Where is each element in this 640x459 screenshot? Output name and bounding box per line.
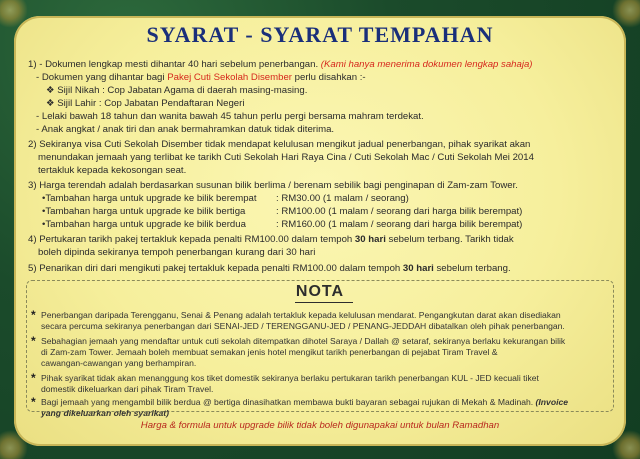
item-1-bullet: ❖ Sijil Lahir : Cop Jabatan Pendaftaran Negeri bbox=[46, 98, 245, 109]
item-4: 4) Pertukaran tarikh pakej tertakluk kepada penalti RM100.00 dalam tempoh 30 hari sebelum terbang. Tarikh tidak bbox=[28, 234, 514, 245]
asterisk-icon: * bbox=[31, 371, 36, 385]
package-name: Pakej Cuti Sekolah Disember bbox=[167, 72, 292, 83]
item-1-bullet: ❖ Sijil Nikah : Cop Jabatan Agama di daerah masing-masing. bbox=[46, 85, 308, 96]
item-number: 4) bbox=[28, 234, 37, 245]
nota-line: Bagi jemaah yang mengambil bilik berdua @ bertiga dinasihatkan membawa bukti bayaran sebagai rujukan di Mekah & Madinah. (Invoice bbox=[41, 397, 569, 407]
nota-line: secara percuma sekiranya penerbangan dari SENAI-JED / TERENGGANU-JED / PENANG-JEDDAH dibatalkan oleh pihak penerbangan. bbox=[41, 321, 565, 331]
nota-line: di Zam-zam Tower. Jemaah boleh membuat semakan jenis hotel mengikut tarikh penerbangan di pejabat Tiram Travel & bbox=[41, 347, 498, 357]
bullet-icon: • bbox=[42, 206, 46, 217]
asterisk-icon: * bbox=[31, 334, 36, 348]
terms-sheet bbox=[14, 16, 626, 446]
item-5: 5) Penarikan diri dari mengikuti pakej tertakluk kepada penalti RM100.00 dalam tempoh 30 hari sebelum terbang. bbox=[28, 263, 511, 274]
nota-underline bbox=[295, 302, 353, 303]
diamond-bullet-icon: ❖ bbox=[46, 98, 55, 109]
item-3: 3) Harga terendah adalah berdasarkan susunan bilik berlima / berenam sebilik bagi penginapan di Zam-zam Tower. bbox=[28, 180, 518, 191]
nota-line: domestik dikeluarkan dari pihak Tiram Travel. bbox=[41, 384, 214, 394]
item-text: - Dokumen lengkap mesti dihantar 40 hari sebelum penerbangan. bbox=[39, 59, 319, 70]
asterisk-icon: * bbox=[31, 308, 36, 322]
nota-box bbox=[26, 280, 614, 418]
bullet-icon: • bbox=[42, 219, 46, 230]
item-2: 2) Sekiranya visa Cuti Sekolah Disember tidak mendapat kelulusan mengikut jadual penerbangan, pihak syarikat akan bbox=[28, 139, 531, 150]
nota-line: yang dikeluarkan oleh syarikat) bbox=[41, 408, 170, 418]
price-value: : RM160.00 (1 malam / seorang dari harga bilik berempat) bbox=[276, 219, 523, 230]
nota-line: Sebahagian jemaah yang mendaftar untuk cuti sekolah ditempatkan dihotel Saraya / Dallah @ setaraf, sekiranya berlaku kekurangan bilik bbox=[41, 336, 566, 346]
bullet-icon: • bbox=[42, 193, 46, 204]
item-number: 1) bbox=[28, 59, 37, 70]
price-value: : RM30.00 (1 malam / seorang) bbox=[276, 193, 409, 204]
price-row: •Tambahan harga untuk upgrade ke bilik bertiga bbox=[42, 206, 246, 217]
nota-line: Pihak syarikat tidak akan menanggung kos tiket domestik sekiranya berlaku pertukaran tarikh penerbangan KUL - JED kecuali tiket bbox=[41, 373, 539, 383]
page-title: SYARAT - SYARAT TEMPAHAN bbox=[146, 22, 494, 47]
price-value: : RM100.00 (1 malam / seorang dari harga bilik berempat) bbox=[276, 206, 523, 217]
item-2-line: tertakluk kepada kekosongan seat. bbox=[38, 165, 187, 176]
item-number: 2) bbox=[28, 139, 37, 150]
nota-title: NOTA bbox=[295, 283, 345, 300]
item-1-line: - Dokumen yang dihantar bagi Pakej Cuti Sekolah Disember perlu disahkan :- bbox=[36, 72, 366, 83]
price-row: •Tambahan harga untuk upgrade ke bilik berempat bbox=[42, 193, 257, 204]
price-row: •Tambahan harga untuk upgrade ke bilik berdua bbox=[42, 219, 246, 230]
item-note: (Kami hanya menerima dokumen lengkap sahaja) bbox=[320, 59, 533, 70]
item-4-line: boleh dipinda sekiranya tempoh penerbangan kurang dari 30 hari bbox=[38, 247, 316, 258]
nota-line: cawangan-cawangan yang berhampiran. bbox=[41, 358, 197, 368]
item-1 bbox=[28, 59, 533, 70]
item-number: 5) bbox=[28, 263, 37, 274]
nota-line: Penerbangan daripada Terengganu, Senai & Penang adalah tertakluk kepada kelulusan mendarat. Pengangkutan darat akan disediakan bbox=[41, 310, 561, 320]
asterisk-icon: * bbox=[31, 395, 36, 409]
item-1-line: - Anak angkat / anak tiri dan anak bermahramkan datuk tidak diterima. bbox=[36, 124, 335, 135]
diamond-bullet-icon: ❖ bbox=[46, 85, 55, 96]
item-1-line: - Lelaki bawah 18 tahun dan wanita bawah 45 tahun perlu pergi bersama mahram terdekat. bbox=[36, 111, 424, 122]
footer-note: Harga & formula untuk upgrade bilik tidak boleh digunapakai untuk bulan Ramadhan bbox=[140, 420, 500, 431]
item-number: 3) bbox=[28, 180, 37, 191]
item-2-line: menundakan jemaah yang terlibat ke tarikh Cuti Sekolah Hari Raya Cina / Cuti Sekolah Mac / Cuti Sekolah Mei 2014 bbox=[38, 152, 534, 163]
